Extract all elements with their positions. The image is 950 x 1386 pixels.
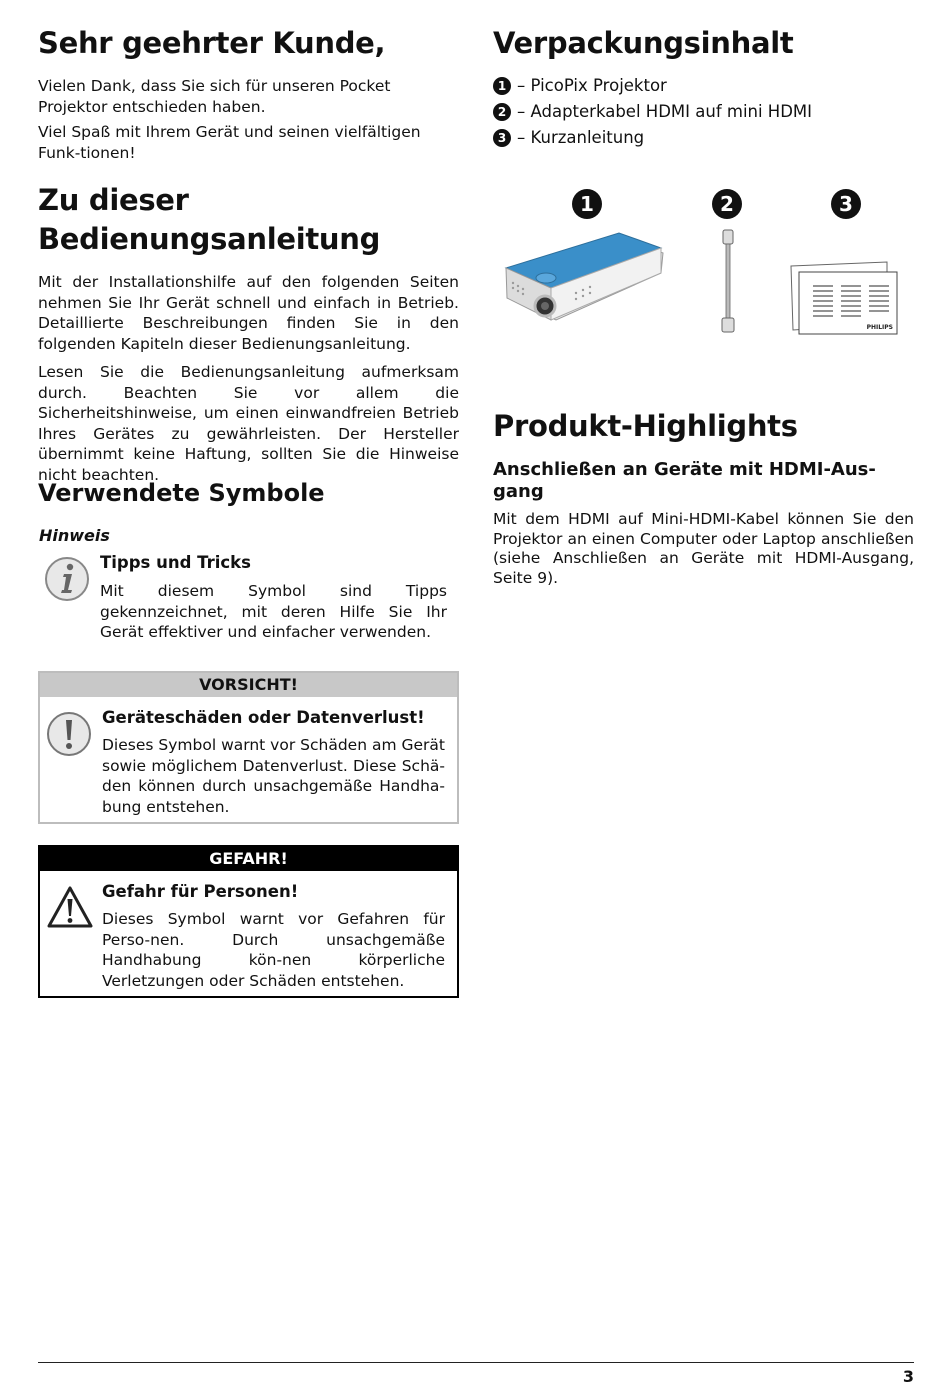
caution-title: Geräteschäden oder Datenverlust!: [102, 708, 425, 727]
list-item: [493, 73, 812, 99]
number-badge: 2: [493, 103, 511, 121]
note-text: Mit diesem Symbol sind Tipps gekennzeichnet, mit deren Hilfe Sie Ihr Gerät effektiver und einfacher verwenden.: [100, 582, 447, 641]
hdmi-cable-image: [717, 228, 739, 340]
booklet-brand: PHILIPS: [866, 324, 893, 331]
manual-paragraph-2: Lesen Sie die Bedienungsanleitung aufmerksam durch. Beachten Sie vor allem die Sicherheitshinweise, um einen einwandfreien Betrieb Ihres Gerätes zu gewährleisten. Der Hersteller übernimmt keine Haftung, sollten Sie die Hinweise nicht beachten.: [38, 363, 459, 484]
contents-title: Verpackungsinhalt: [493, 26, 794, 60]
list-item-text: – Adapterkabel HDMI auf mini HDMI: [517, 102, 813, 121]
danger-box: [38, 845, 459, 998]
image-badge-2: 2: [712, 189, 742, 219]
number-badge: 3: [493, 129, 511, 147]
list-item-text: – PicoPix Projektor: [517, 76, 667, 95]
highlight-subtitle-line-2: gang: [493, 481, 544, 502]
exclamation-circle-icon: [46, 711, 92, 761]
caution-box: [38, 671, 459, 824]
greeting-title: Sehr geehrter Kunde,: [38, 26, 386, 60]
list-item: [493, 99, 812, 125]
greeting-paragraph-1: Vielen Dank, dass Sie sich für unseren Pocket Projektor entschieden haben.: [38, 77, 391, 116]
warning-triangle-icon: [46, 885, 94, 933]
greeting-paragraph-2: Viel Spaß mit Ihrem Gerät und seinen vielfältigen Funk-tionen!: [38, 123, 421, 162]
image-badge-1: 1: [572, 189, 602, 219]
caution-text: Dieses Symbol warnt vor Schäden am Gerät sowie möglichem Datenverlust. Diese Schä-den können durch unsachgemäße Handha-bung entstehen.: [102, 736, 445, 816]
page-number: 3: [902, 1367, 914, 1386]
manual-paragraph-1: Mit der Installationshilfe auf den folgenden Seiten nehmen Sie Ihr Gerät schnell und einfach in Betrieb. Detaillierte Beschreibungen finden Sie in den folgenden Kapiteln dieser Bedienungsanleitung.: [38, 273, 459, 353]
highlight-subtitle-line-1: Anschließen an Geräte mit HDMI-Aus-: [493, 459, 876, 480]
symbols-title: Verwendete Symbole: [38, 479, 325, 507]
highlights-title: Produkt-Highlights: [493, 409, 798, 443]
danger-title: Gefahr für Personen!: [102, 882, 299, 901]
caution-header: VORSICHT!: [40, 673, 457, 697]
projector-image: [501, 228, 666, 342]
list-item: [493, 125, 812, 151]
manual-title-line-2: Bedienungsanleitung: [38, 222, 381, 256]
quick-guide-image: [789, 260, 901, 344]
manual-title-line-1: Zu dieser: [38, 183, 189, 217]
number-badge: 1: [493, 77, 511, 95]
list-item-text: – Kurzanleitung: [517, 128, 645, 147]
note-label: Hinweis: [39, 526, 110, 545]
highlight-text: Mit dem HDMI auf Mini-HDMI-Kabel können Sie den Projektor an einen Computer oder Laptop anschließen (siehe Anschließen an Geräte mit HDMI-Ausgang, Seite 9).: [493, 510, 914, 587]
footer-divider: [38, 1362, 914, 1363]
danger-header: GEFAHR!: [40, 847, 457, 871]
note-title: Tipps und Tricks: [100, 553, 251, 572]
image-badge-3: 3: [831, 189, 861, 219]
contents-list: [493, 73, 812, 151]
danger-text: Dieses Symbol warnt vor Gefahren für Perso-nen. Durch unsachgemäße Handhabung kön-nen körperliche Verletzungen oder Schäden entstehen.: [102, 910, 445, 990]
info-icon: [44, 556, 90, 606]
